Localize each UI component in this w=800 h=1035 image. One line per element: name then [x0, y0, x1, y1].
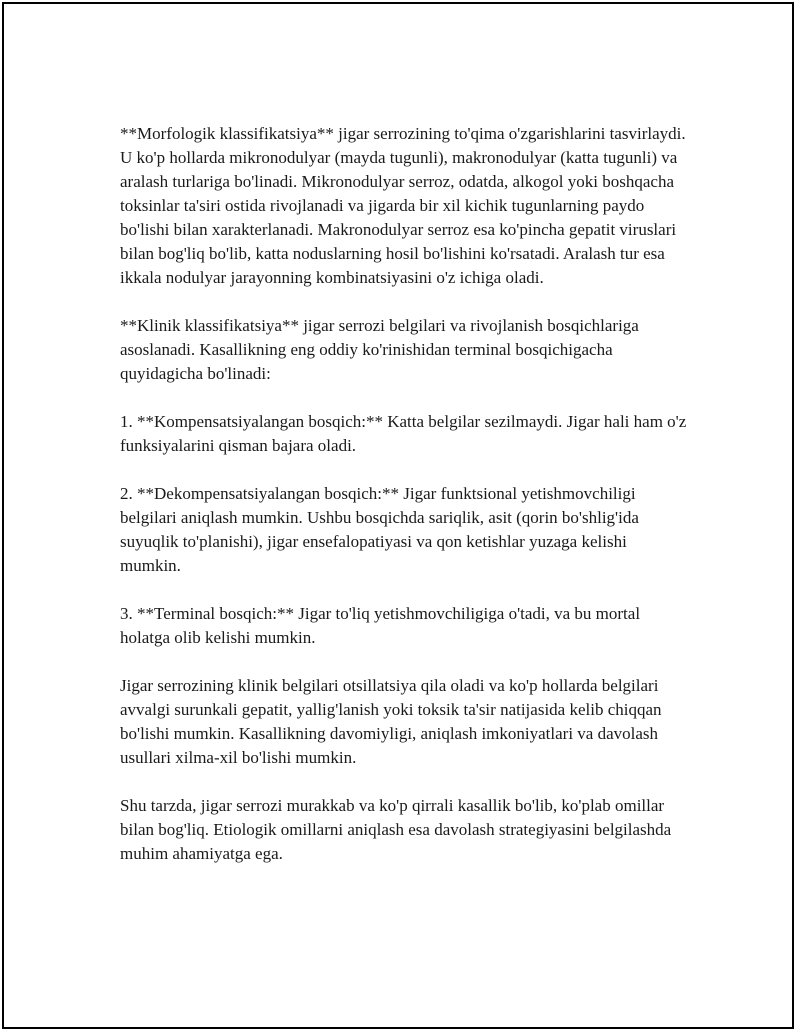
document-body: [120, 122, 690, 890]
paragraph-morphological-classification: **Morfologik klassifikatsiya** jigar serrozining to'qima o'zgarishlarini tasvirlaydi. U ko'p hollarda mikronodulyar (mayda tugunli), makronodulyar (katta tugunli) va aralash turlariga bo'linadi. Mikronodulyar serroz, odatda, alkogol yoki boshqacha toksinlar ta'siri ostida rivojlanadi va jigarda bir xil kichik tugunlarning paydo bo'lishi bilan xarakterlanadi. Makronodulyar serroz esa ko'pincha gepatit viruslari bilan bog'liq bo'lib, katta noduslarning hosil bo'lishini ko'rsatadi. Aralash tur esa ikkala nodulyar jarayonning kombinatsiyasini o'z ichiga oladi.: [120, 124, 686, 287]
list-item-compensated-stage: 1. **Kompensatsiyalangan bosqich:** Katta belgilar sezilmaydi. Jigar hali ham o'z funksiyalarini qisman bajara oladi.: [120, 412, 687, 455]
paragraph-clinical-classification: **Klinik klassifikatsiya** jigar serrozi belgilari va rivojlanish bosqichlariga asoslanadi. Kasallikning eng oddiy ko'rinishidan terminal bosqichigacha quyidagicha bo'linadi:: [120, 316, 639, 383]
page-frame: [2, 2, 794, 1029]
paragraph-conclusion: Shu tarzda, jigar serrozi murakkab va ko'p qirrali kasallik bo'lib, ko'plab omillar bilan bog'liq. Etiologik omillarni aniqlash esa davolash strategiyasini belgilashda muhim ahamiyatga ega.: [120, 796, 672, 863]
list-item-terminal-stage: 3. **Terminal bosqich:** Jigar to'liq yetishmovchiligiga o'tadi, va bu mortal holatga olib kelishi mumkin.: [120, 604, 641, 647]
list-item-decompensated-stage: 2. **Dekompensatsiyalangan bosqich:** Jigar funktsional yetishmovchiligi belgilari aniqlash mumkin. Ushbu bosqichda sariqlik, asit (qorin bo'shlig'ida suyuqlik to'planishi), jigar ensefalopatiyasi va qon ketishlar yuzaga kelishi mumkin.: [120, 484, 639, 575]
paragraph-clinical-signs: Jigar serrozining klinik belgilari otsillatsiya qila oladi va ko'p hollarda belgilari avvalgi surunkali gepatit, yallig'lanish yoki toksik ta'sir natijasida kelib chiqqan bo'lishi mumkin. Kasallikning davomiyligi, aniqlash imkoniyatlari va davolash usullari xilma-xil bo'lishi mumkin.: [120, 676, 662, 767]
